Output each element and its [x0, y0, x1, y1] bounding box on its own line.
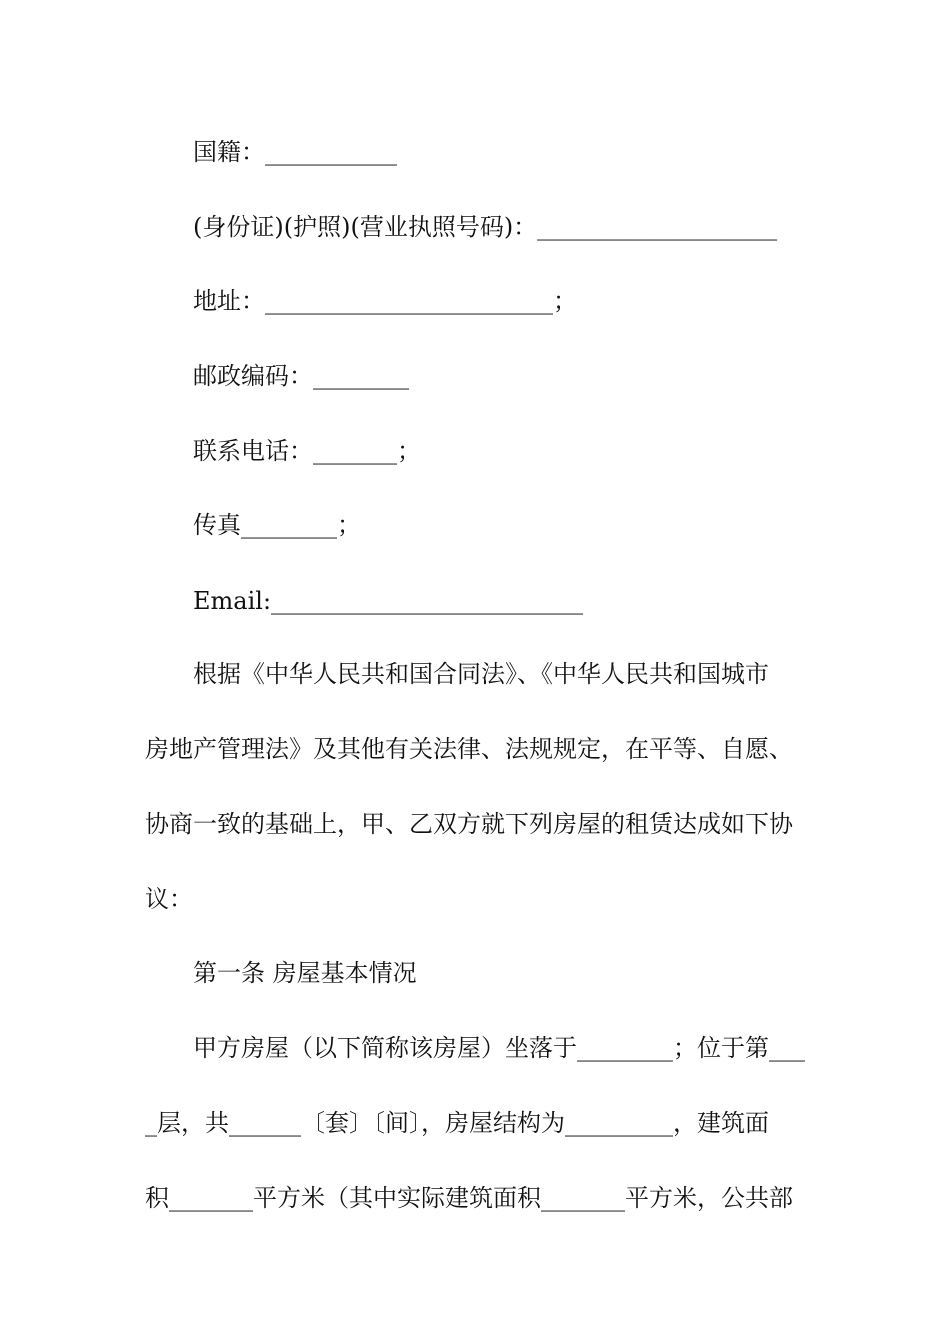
postal-code-line: 邮政编码：________ — [193, 362, 409, 390]
paragraph-line: _层，共______〔套〕〔间〕，房屋结构为_________，建筑面 — [145, 1109, 769, 1137]
paragraph-line: 积_______平方米（其中实际建筑面积_______平方米，公共部 — [145, 1184, 793, 1212]
paragraph-line: 根据《中华人民共和国合同法》、《中华人民共和国城市 — [193, 660, 769, 688]
paragraph-line: 房地产管理法》及其他有关法律、法规规定，在平等、自愿、 — [145, 735, 793, 763]
paragraph-line: 协商一致的基础上，甲、乙双方就下列房屋的租赁达成如下协 — [145, 810, 793, 838]
nationality-line: 国籍：___________ — [193, 138, 397, 166]
paragraph-line: 甲方房屋（以下简称该房屋）坐落于________；位于第___ — [193, 1034, 805, 1062]
id-number-line: (身份证)(护照)(营业执照号码)：____________________ — [193, 213, 778, 241]
section-heading: 第一条 房屋基本情况 — [193, 959, 417, 987]
paragraph-line: 议： — [145, 885, 193, 913]
fax-line: 传真________； — [193, 511, 361, 539]
email-line: Email:__________________________ — [193, 587, 584, 615]
phone-line: 联系电话：_______； — [193, 437, 421, 465]
address-line: 地址：________________________； — [193, 287, 577, 315]
